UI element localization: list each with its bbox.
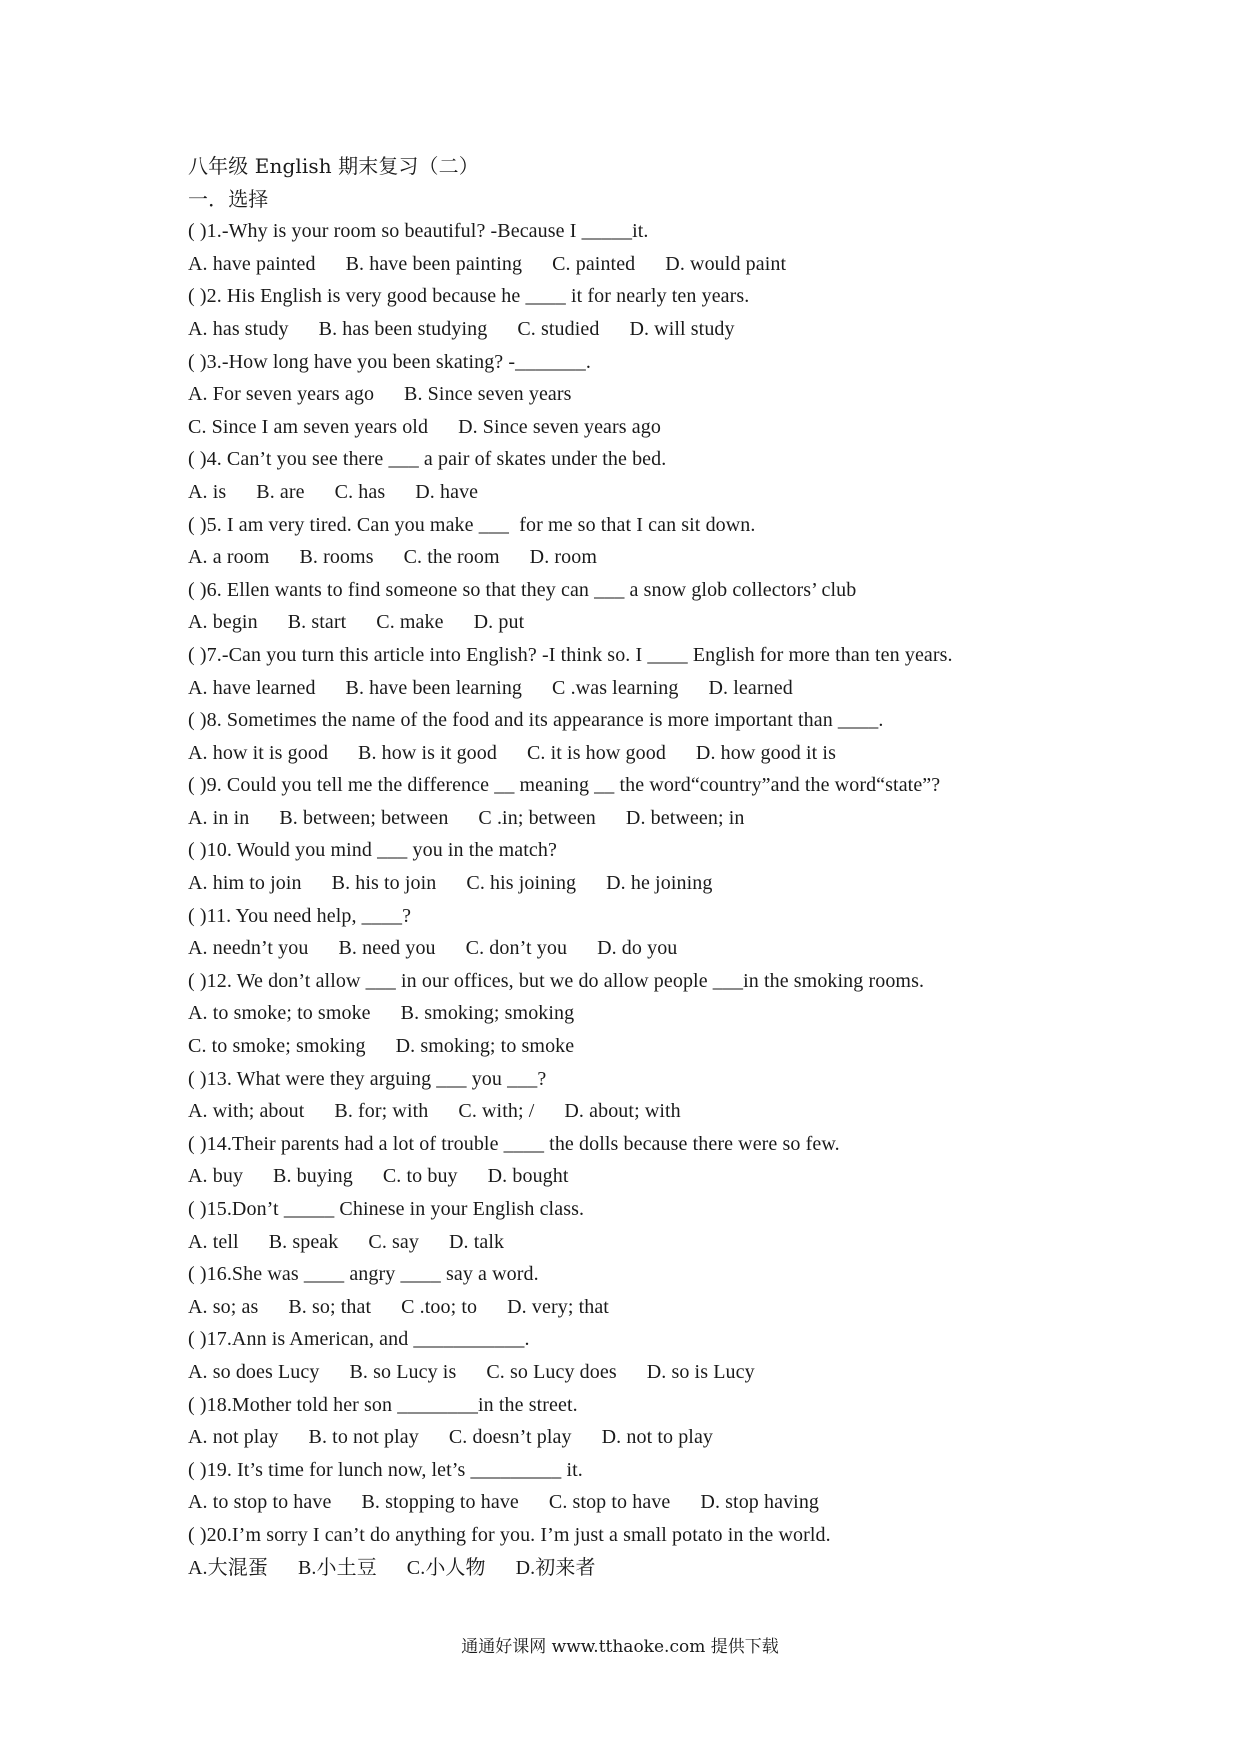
answer-options-row bbox=[188, 1160, 1088, 1193]
answer-options-row bbox=[188, 867, 1088, 900]
answer-option: A. in in bbox=[188, 806, 250, 829]
answer-options-row bbox=[188, 606, 1088, 639]
answer-option: C. so Lucy does bbox=[486, 1360, 617, 1383]
answer-options-row bbox=[188, 1552, 1088, 1585]
answer-option: C. to smoke; smoking bbox=[188, 1035, 366, 1058]
answer-option: D. how good it is bbox=[695, 741, 836, 764]
answer-option: C. the room bbox=[403, 546, 500, 569]
question-list bbox=[188, 215, 1088, 1584]
question-stem: ( )20.I’m sorry I can’t do anything for you. I’m just a small potato in the world. bbox=[188, 1523, 831, 1546]
answer-option: A. have learned bbox=[188, 676, 316, 699]
answer-option: C. studied bbox=[517, 317, 600, 340]
answer-option: C. make bbox=[376, 611, 444, 634]
answer-option: B. how is it good bbox=[358, 741, 497, 764]
question-stem: ( )9. Could you tell me the difference __ meaning __ the word“country”and the word“state”? bbox=[188, 774, 941, 797]
answer-option: D. learned bbox=[708, 676, 793, 699]
answer-option: A.大混蛋 bbox=[188, 1556, 268, 1579]
answer-options-row bbox=[188, 248, 1088, 281]
answer-option: D. so is Lucy bbox=[646, 1360, 755, 1383]
answer-option: C. his joining bbox=[466, 872, 577, 895]
answer-option: B. have been learning bbox=[345, 676, 523, 699]
answer-option: D. very; that bbox=[507, 1295, 609, 1318]
answer-option: A. so does Lucy bbox=[188, 1360, 320, 1383]
answer-option: B. has been studying bbox=[318, 317, 488, 340]
answer-option: C. say bbox=[368, 1230, 419, 1253]
answer-options-row bbox=[188, 1486, 1088, 1519]
question-stem: ( )1.-Why is your room so beautiful? -Because I _____it. bbox=[188, 220, 649, 243]
answer-option: B. have been painting bbox=[345, 252, 523, 275]
question-stem: ( )13. What were they arguing ___ you ___? bbox=[188, 1067, 547, 1090]
answer-options-row bbox=[188, 378, 1088, 411]
answer-option: D. about; with bbox=[564, 1100, 681, 1123]
answer-option: A. to smoke; to smoke bbox=[188, 1002, 371, 1025]
answer-option: D. he joining bbox=[606, 872, 713, 895]
answer-option: B. buying bbox=[273, 1165, 353, 1188]
answer-option: D. do you bbox=[597, 937, 678, 960]
answer-options-row bbox=[188, 1095, 1088, 1128]
answer-option: D. between; in bbox=[625, 806, 745, 829]
answer-option: B. smoking; smoking bbox=[400, 1002, 575, 1025]
answer-option: A. tell bbox=[188, 1230, 239, 1253]
answer-option: A. is bbox=[188, 480, 227, 503]
answer-option: B. between; between bbox=[279, 806, 449, 829]
question-stem: ( )3.-How long have you been skating? -_______. bbox=[188, 350, 591, 373]
answer-option: C. to buy bbox=[382, 1165, 458, 1188]
question-stem: ( )14.Their parents had a lot of trouble ____ the dolls because there were so few. bbox=[188, 1132, 840, 1155]
question-stem: ( )11. You need help, ____? bbox=[188, 904, 412, 927]
question-stem: ( )6. Ellen wants to find someone so that they can ___ a snow glob collectors’ club bbox=[188, 578, 857, 601]
answer-option: C.小人物 bbox=[406, 1556, 486, 1579]
answer-option: D. have bbox=[415, 480, 479, 503]
section-heading: 一．选择 bbox=[188, 186, 269, 211]
answer-option: D. put bbox=[473, 611, 525, 634]
answer-option: A. not play bbox=[188, 1426, 279, 1449]
answer-option: D. bought bbox=[487, 1165, 569, 1188]
question-stem: ( )12. We don’t allow ___ in our offices, but we do allow people ___in the smoking rooms. bbox=[188, 969, 925, 992]
answer-option: C. don’t you bbox=[465, 937, 568, 960]
answer-option: A. have painted bbox=[188, 252, 316, 275]
answer-options-row bbox=[188, 541, 1088, 574]
footer-credit: 通通好课网 www.tthaoke.com 提供下载 bbox=[461, 1637, 779, 1657]
answer-option: D. Since seven years ago bbox=[458, 415, 661, 438]
answer-option: A. how it is good bbox=[188, 741, 329, 764]
answer-option: B. so; that bbox=[288, 1295, 372, 1318]
answer-option: A. so; as bbox=[188, 1295, 259, 1318]
question-stem: ( )16.She was ____ angry ____ say a word. bbox=[188, 1263, 539, 1286]
question-stem: ( )18.Mother told her son ________in the street. bbox=[188, 1393, 578, 1416]
answer-option: C .was learning bbox=[552, 676, 679, 699]
answer-options-row bbox=[188, 997, 1088, 1030]
answer-options-row bbox=[188, 313, 1088, 346]
answer-option: A. a room bbox=[188, 546, 270, 569]
question-stem: ( )5. I am very tired. Can you make ___ for me so that I can sit down. bbox=[188, 513, 756, 536]
answer-options-row bbox=[188, 737, 1088, 770]
answer-option: D. stop having bbox=[700, 1491, 820, 1514]
answer-options-row bbox=[188, 1421, 1088, 1454]
answer-option: A. needn’t you bbox=[188, 937, 309, 960]
answer-options-row bbox=[188, 802, 1088, 835]
answer-options-row bbox=[188, 672, 1088, 705]
answer-option: B.小土豆 bbox=[297, 1556, 377, 1579]
question-stem: ( )8. Sometimes the name of the food and its appearance is more important than ____. bbox=[188, 709, 884, 732]
question-stem: ( )10. Would you mind ___ you in the match? bbox=[188, 839, 557, 862]
answer-option: B. speak bbox=[268, 1230, 339, 1253]
answer-option: C. it is how good bbox=[526, 741, 666, 764]
answer-option: D.初来者 bbox=[515, 1556, 596, 1579]
question-stem: ( )17.Ann is American, and ___________. bbox=[188, 1328, 530, 1351]
answer-option: C. Since I am seven years old bbox=[188, 415, 429, 438]
answer-option: C. stop to have bbox=[548, 1491, 671, 1514]
answer-option: B. to not play bbox=[308, 1426, 419, 1449]
answer-option: B. Since seven years bbox=[404, 383, 572, 406]
answer-option: A. with; about bbox=[188, 1100, 305, 1123]
answer-option: A. begin bbox=[188, 611, 258, 634]
answer-option: C .too; to bbox=[401, 1295, 478, 1318]
answer-option: B. are bbox=[256, 480, 305, 503]
answer-option: A. buy bbox=[188, 1165, 244, 1188]
question-stem: ( )19. It’s time for lunch now, let’s _________ it. bbox=[188, 1458, 583, 1481]
answer-option: C. doesn’t play bbox=[448, 1426, 572, 1449]
answer-option: B. rooms bbox=[299, 546, 374, 569]
answer-option: C. has bbox=[334, 480, 386, 503]
answer-options-row bbox=[188, 1291, 1088, 1324]
answer-option: C .in; between bbox=[478, 806, 596, 829]
answer-option: D. not to play bbox=[601, 1426, 714, 1449]
answer-option: A. to stop to have bbox=[188, 1491, 332, 1514]
answer-options-row bbox=[188, 1356, 1088, 1389]
answer-option: B. need you bbox=[338, 937, 436, 960]
answer-options-row bbox=[188, 932, 1088, 965]
question-stem: ( )7.-Can you turn this article into English? -I think so. I ____ English for more than ten years. bbox=[188, 643, 953, 666]
answer-option: B. his to join bbox=[331, 872, 437, 895]
answer-options-row bbox=[188, 1226, 1088, 1259]
answer-options-row bbox=[188, 411, 1088, 444]
answer-options-row bbox=[188, 476, 1088, 509]
question-stem: ( )15.Don’t _____ Chinese in your English class. bbox=[188, 1198, 585, 1220]
answer-option: B. stopping to have bbox=[361, 1491, 519, 1514]
question-stem: ( )2. His English is very good because he ____ it for nearly ten years. bbox=[188, 285, 750, 308]
question-stem: ( )4. Can’t you see there ___ a pair of skates under the bed. bbox=[188, 448, 667, 471]
answer-option: D. smoking; to smoke bbox=[395, 1035, 575, 1058]
answer-option: D. will study bbox=[629, 317, 735, 340]
answer-option: A. For seven years ago bbox=[188, 383, 375, 406]
answer-option: A. has study bbox=[188, 317, 289, 340]
exam-content bbox=[188, 150, 1088, 1584]
answer-option: D. would paint bbox=[665, 252, 787, 275]
answer-option: B. so Lucy is bbox=[349, 1360, 457, 1383]
answer-option: D. room bbox=[529, 546, 598, 569]
answer-option: A. him to join bbox=[188, 872, 302, 895]
answer-option: C. with; / bbox=[458, 1100, 535, 1123]
answer-options-row bbox=[188, 1030, 1088, 1063]
document-title: 八年级 English 期末复习（二） bbox=[188, 154, 479, 178]
answer-option: B. for; with bbox=[334, 1100, 429, 1123]
answer-option: C. painted bbox=[552, 252, 636, 275]
answer-option: D. talk bbox=[449, 1230, 505, 1253]
answer-option: B. start bbox=[287, 611, 347, 634]
